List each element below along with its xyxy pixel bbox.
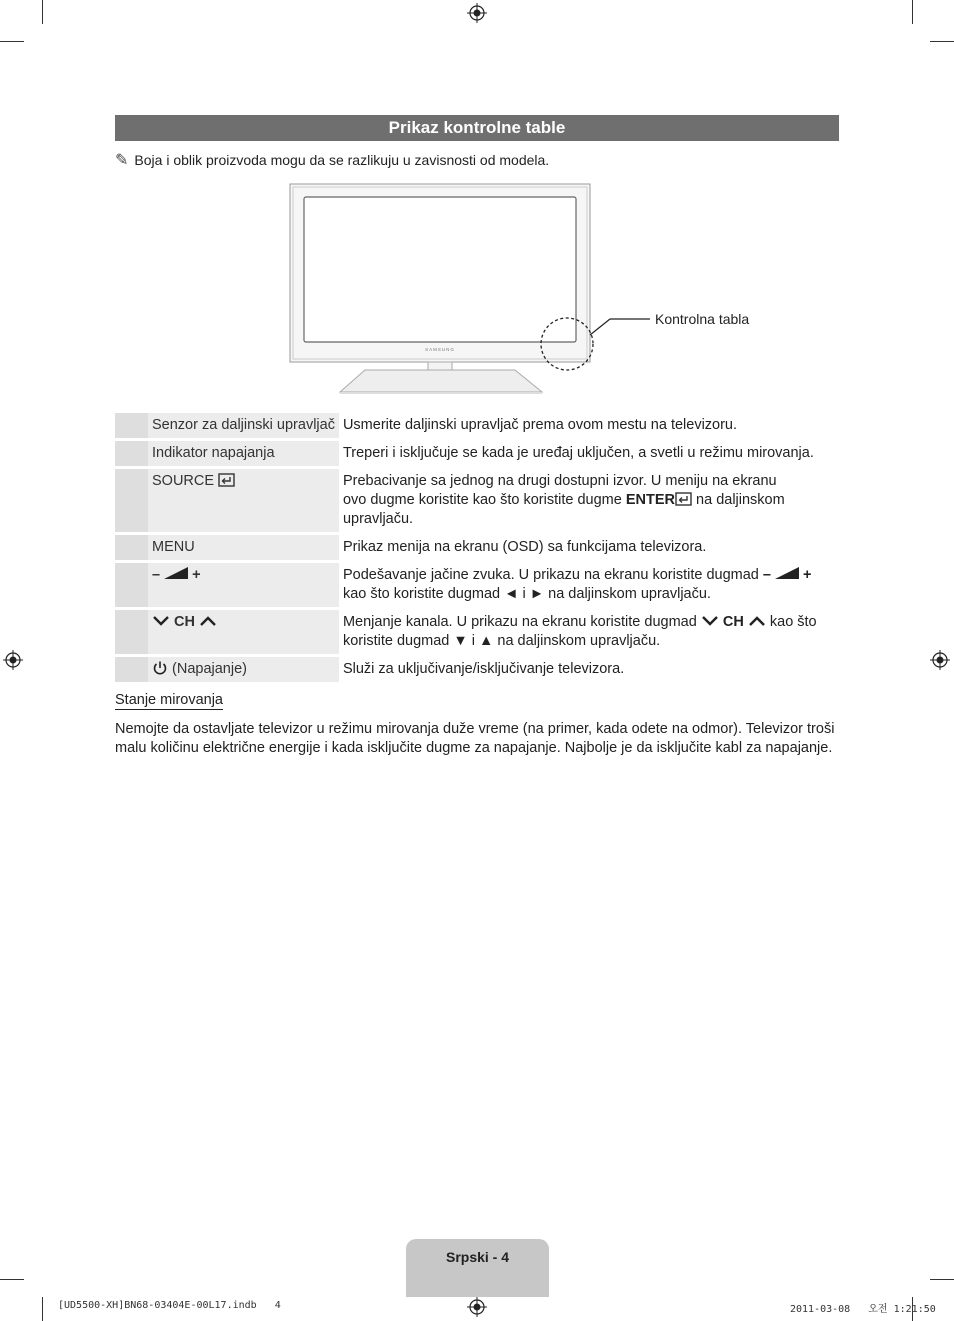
power-icon [152,660,168,676]
volume-minus: – [152,567,161,583]
control-desc: Prebacivanje sa jednog na drugi dostupni izvor. U meniju na ekranu ovo dugme koristite kao što koristite dugme ENTER na daljinskom upravljaču. [339,469,839,532]
tv-logo: SAMSUNG [425,347,455,352]
registration-mark-icon [467,1297,487,1317]
standby-text: Nemojte da ostavljate televizor u režimu mirovanja duže vreme (na primer, kada odete na odmor). Televizor troši malu količinu električne energije i kada isključite dugme za napajanje. Najbolje je da isključite kabl za napajanje. [115,721,835,756]
chevron-down-icon [152,615,170,627]
tv-illustration [280,180,780,400]
control-name: MENU [148,535,339,560]
crop-mark [0,1279,24,1280]
control-name [148,563,339,607]
source-label: SOURCE [152,473,215,489]
crop-mark [42,0,43,24]
control-desc: Treperi i isključuje se kada je uređaj uključen, a svetli u režimu mirovanja. [339,441,839,466]
channel-label: CH [174,614,195,630]
file-info: [UD5500-XH]BN68-03404E-00L17.indb 4 [58,1300,281,1311]
table-row [115,441,839,466]
registration-mark-icon [467,3,487,23]
chevron-up-icon [748,615,766,627]
crop-mark [42,1297,43,1321]
volume-icon [164,567,188,580]
control-name: Senzor za daljinski upravljač [148,413,339,438]
crop-mark [930,41,954,42]
standby-heading: Stanje mirovanja [115,692,223,708]
pencil-note-icon: ✎ [115,152,129,169]
control-name: (Napajanje) [148,657,339,682]
control-desc: Menjanje kanala. U prikazu na ekranu koristite dugmad CH kao što koristite dugmad ▼ i ▲ na daljinskom upravljaču. [339,610,839,654]
control-desc: Podešavanje jačine zvuka. U prikazu na ekranu koristite dugmad – + kao što koristite dugmad ◄ i ► na daljinskom upravljaču. [339,563,839,607]
callout-label: Kontrolna tabla [655,311,750,327]
note [115,150,549,170]
volume-plus: + [192,567,201,583]
table-row [115,469,839,532]
control-name [148,469,339,532]
chevron-down-icon [701,615,719,627]
control-name [148,610,339,654]
table-row [115,413,839,438]
control-panel-table [115,410,839,685]
registration-mark-icon [3,650,23,670]
print-timestamp: 2011-03-08 오전 1:21:50 [790,1304,936,1315]
crop-mark [912,0,913,24]
chevron-up-icon [199,615,217,627]
enter-label: ENTER [625,492,675,508]
volume-icon [775,567,799,580]
control-desc: Usmerite daljinski upravljač prema ovom mestu na televizoru. [339,413,839,438]
table-row [115,610,839,654]
table-row [115,535,839,560]
page-number-tab: Srpski - 4 [406,1239,549,1297]
control-name: Indikator napajanja [148,441,339,466]
table-row [115,657,839,682]
enter-icon [675,492,692,506]
crop-mark [0,41,24,42]
table-row [115,563,839,607]
control-desc: Služi za uključivanje/isključivanje televizora. [339,657,839,682]
enter-icon [218,473,235,487]
registration-mark-icon [930,650,950,670]
control-desc: Prikaz menija na ekranu (OSD) sa funkcijama televizora. [339,535,839,560]
crop-mark [930,1279,954,1280]
section-title: Prikaz kontrolne table [115,115,839,141]
note-text: Boja i oblik proizvoda mogu da se razlikuju u zavisnosti od modela. [134,152,550,168]
